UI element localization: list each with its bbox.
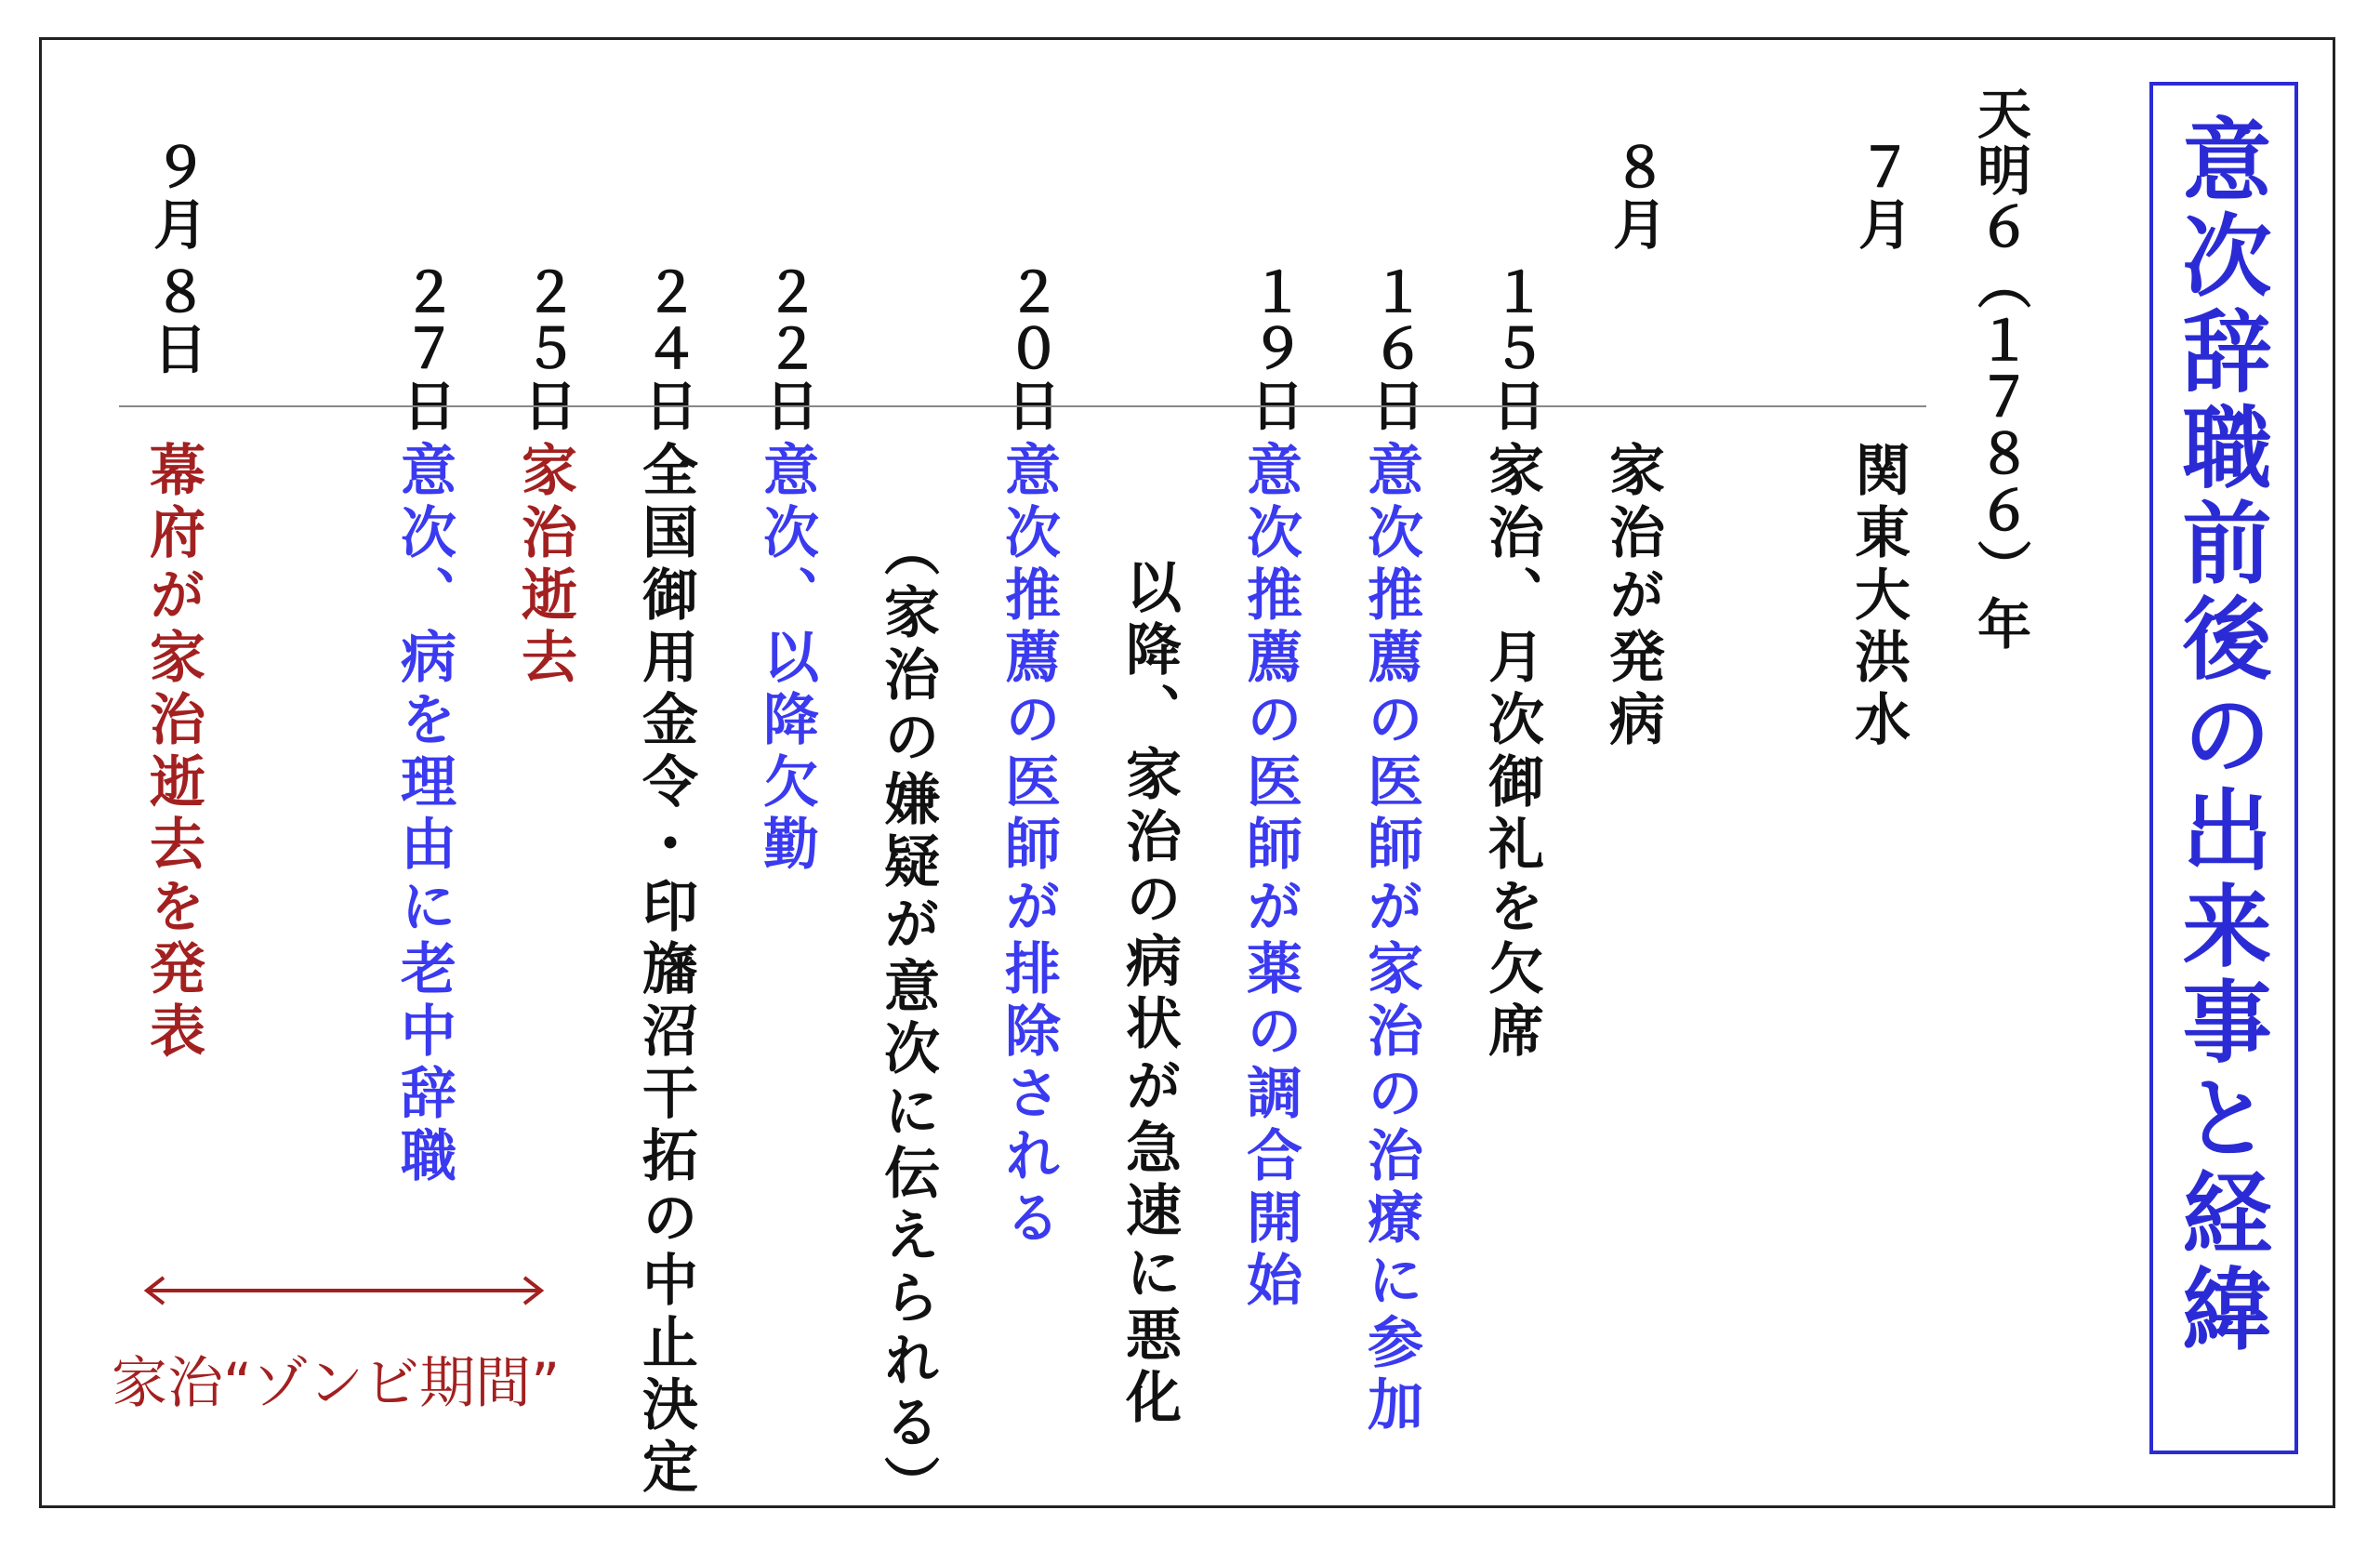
event-19-after: 以降、家治の病状が急速に悪化: [1117, 558, 1182, 1430]
event-27: 意次、病を理由に老中辞職: [391, 441, 456, 1188]
day-27: ２７日: [393, 264, 456, 434]
day-16: １６日: [1362, 264, 1425, 434]
event-19: 意次推薦の医師が薬の調合開始: [1237, 441, 1302, 1313]
event-24: 全国御用金令・印旛沼干拓の中止決定: [633, 441, 698, 1500]
event-22: 意次、以降欠勤: [754, 441, 819, 877]
event-16: 意次推薦の医師が家治の治療に参加: [1358, 441, 1423, 1437]
era-year: 天明６（１７８６）年: [1968, 86, 2031, 653]
event-20-note: （家治の嫌疑が意次に伝えられる）: [875, 521, 940, 1517]
month-aug: ８月: [1604, 139, 1667, 253]
event-jul-flood: 関東大洪水: [1845, 441, 1911, 752]
day-25: ２５日: [514, 264, 577, 434]
event-15: 家治、月次御礼を欠席: [1479, 441, 1544, 1064]
day-15: １５日: [1483, 264, 1546, 434]
month-jul: ７月: [1849, 139, 1912, 253]
day-22: ２２日: [756, 264, 819, 434]
day-19: １９日: [1241, 264, 1304, 434]
day-8: ８日: [144, 264, 207, 378]
event-25: 家治逝去: [512, 441, 577, 690]
month-sep: ９月: [144, 139, 207, 253]
day-20: ２０日: [998, 264, 1061, 434]
day-24: ２４日: [635, 264, 698, 434]
event-20: 意次推薦の医師が排除される: [996, 441, 1061, 1251]
timeline-divider: [119, 405, 1926, 407]
zombie-period-arrow: [139, 1272, 549, 1309]
page-title: 意次辞職前後の出来事と経緯: [2168, 113, 2272, 1358]
zombie-period-label: 家治“ゾンビ期間”: [112, 1351, 561, 1416]
event-sep8: 幕府が家治逝去を発表: [140, 441, 205, 1064]
event-aug-illness: 家治が発病: [1600, 441, 1665, 752]
